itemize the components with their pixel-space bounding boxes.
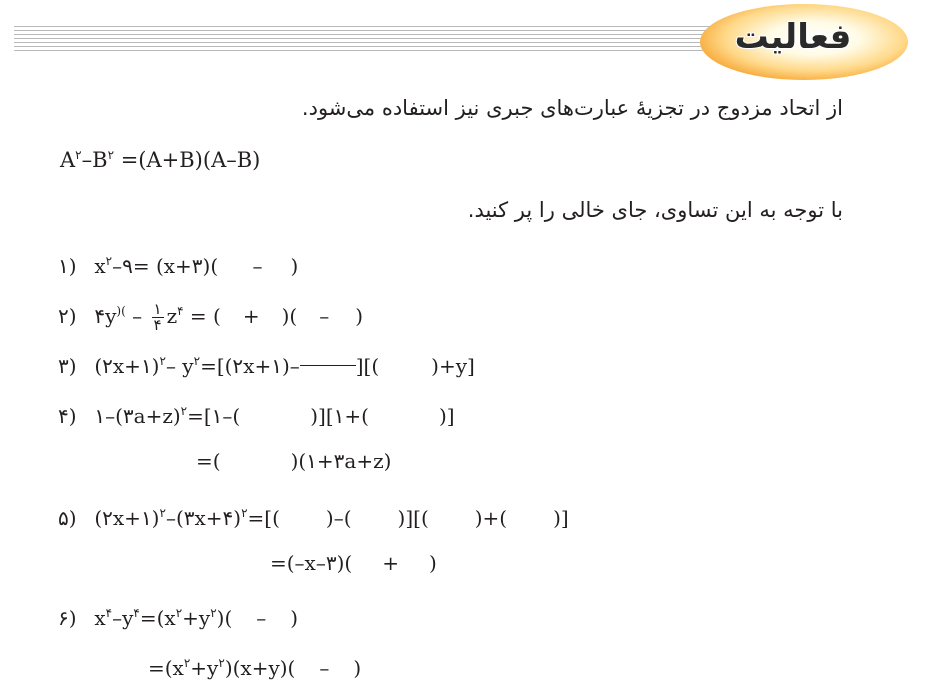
exercise-5-continuation: =(–x–۳)( + ) bbox=[270, 551, 437, 575]
fill-blank-line bbox=[300, 365, 356, 366]
exercise-1: ۱) $x^۲-۹=$ (x+۳)( – ) bbox=[58, 254, 299, 278]
fraction-one-quarter: $\frac{۱}{۴}$ bbox=[153, 300, 162, 334]
header-rule-lines bbox=[14, 26, 734, 54]
instruction: با توجه به این تساوی، جای خالی را پر کنید. bbox=[467, 198, 843, 222]
exercise-3: ۳) (۲x+۱)$^۲$– $y^۲=[(۲x+۱)-$ ][( )+y] bbox=[58, 354, 475, 378]
intro-sentence: از اتحاد مزدوج در تجزیهٔ عبارت‌های جبری نیز استفاده می‌شود. bbox=[301, 96, 843, 120]
exercise-4-continuation: =( )(۱+۳a+z) bbox=[196, 449, 392, 473]
exercise-6: ۶) $x^۴-y^۴=(x^۲+y^۲)$( – ) bbox=[58, 606, 299, 630]
exercise-4: ۴) ۱–(۳a+z)$^۲$=[۱–( )][۱+( )] bbox=[58, 404, 455, 428]
exercise-5: ۵) (۲x+۱)$^۲$–(۳x+۴)$^۲$=[( )–( )][( )+( )] bbox=[58, 506, 569, 530]
exercise-2: ۲) ۴y)( – $\frac{۱}{۴}$ $z^۴$ = ( + )( – ) bbox=[58, 300, 364, 334]
identity-formula: $A^۲-B^۲ =(A+B)(A-B)$ bbox=[60, 148, 261, 172]
exercise-6-continuation: $=(x^۲+y^۲)(x+y)$( – ) bbox=[148, 656, 362, 680]
activity-title: فعالیت bbox=[734, 17, 852, 57]
